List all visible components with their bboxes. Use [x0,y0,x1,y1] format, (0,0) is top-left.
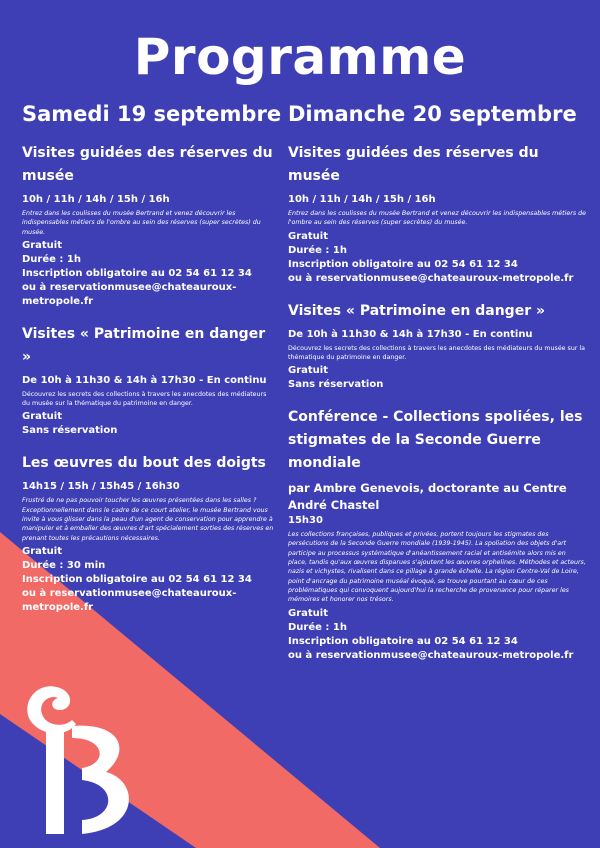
event-detail: Gratuit [22,411,62,423]
event-detail: Durée : 1h [22,253,81,265]
event-detail: Gratuit [22,545,62,557]
event-heading: Visites « Patrimoine en danger » [288,302,546,319]
event-speaker: par Ambre Genevois, doctorante au Centre André Chastel [288,481,567,513]
event-heading: Les œuvres du bout des doigts [22,455,266,472]
event-detail: ou à reservationmusee@chateauroux-metropole.fr [22,587,237,613]
event-detail: Inscription obligatoire au 02 54 61 12 34 [288,635,518,647]
event-description: Frustré de ne pas pouvoir toucher les œuvres présentées dans les salles ? Exceptionnellement dans le cadre de ce court atelier, le musée Bertrand vous invite à vous glisser dans la peau d'un agent de conservation pour apprendre à manipuler et à emballer des œuvres d'art spécialement sorties des réserves en prenant toutes les précautions nécessaires. [22,497,274,542]
event-detail: Inscription obligatoire au 02 54 61 12 34 [22,573,252,585]
event-detail: Durée : 1h [288,621,347,633]
event-description: Les collections françaises, publiques et privées, portent toujours les stigmates des persécutions de la Seconde Guerre mondiale (1939-1945). La spoliation des objets d'art participe au processus systématique d'anéantissement racial et antisémite alors mis en place, tandis qu'aux œuvres disparues s'ajoutent les œuvres orphelines. Méthodes et acteurs, nazis et vichystes, rivalisent dans ce pillage à grande échelle. La région Centre-Val de Loire, point d'ancrage du patrimoine muséal évoqué, se trouve pourtant au cœur de ces problématiques qui convoquent aujourd'hui la recherche de provenance pour réparer les mémoires et honorer nos trésors. [288,531,586,604]
event-detail: Inscription obligatoire au 02 54 61 12 34 [288,258,518,270]
event-detail: De 10h à 11h30 & 14h à 17h30 - En continu [288,328,533,340]
event-detail: ou à reservationmusee@chateauroux-metropole.fr [22,281,237,307]
event-detail: 14h15 / 15h / 15h45 / 16h30 [22,481,180,493]
page-title: Programme [133,28,467,86]
event-section [22,323,276,439]
event-description: Entrez dans les coulisses du musée Bertrand et venez découvrir les indispensables métiers de l'ombre au sein des réserves (super secrètes) du musée. [22,210,261,236]
b-letter-logo-icon [20,680,150,840]
event-detail: 10h / 11h / 14h / 15h / 16h [22,194,170,205]
event-detail: ou à reservationmusee@chateauroux-metropole.fr [288,272,574,284]
event-detail: Durée : 1h [288,244,347,256]
day-heading-saturday: Samedi 19 septembre [22,102,282,126]
event-detail: Gratuit [288,230,328,242]
event-heading: Conférence - Collections spoliées, les stigmates de la Seconde Guerre mondiale [288,409,583,472]
event-section [22,452,276,614]
event-section [288,300,586,393]
event-detail: ou à reservationmusee@chateauroux-metropole.fr [288,649,574,661]
event-detail: Sans réservation [22,425,118,437]
saturday-column [22,100,282,629]
sunday-column [288,100,586,677]
event-detail: Inscription obligatoire au 02 54 61 12 34 [22,267,252,279]
event-heading: Visites guidées des réserves du musée [22,145,273,184]
event-description: Entrez dans les coulisses du musée Bertrand et venez découvrir les indispensables métiers de l'ombre au sein des réserves (super secrètes) du musée. [288,210,586,227]
event-description: Découvrez les secrets des collections à travers les anecdotes des médiateurs du musée sur la thématique du patrimoine en danger. [288,344,586,361]
day-heading-sunday: Dimanche 20 septembre [288,102,577,126]
event-description: Découvrez les secrets des collections à travers les anecdotes des médiateurs du musée sur la thématique du patrimoine en danger. [22,390,267,408]
event-section [22,142,276,309]
event-detail: Sans réservation [288,379,384,391]
event-heading: Visites guidées des réserves du musée [288,145,539,184]
event-detail: De 10h à 11h30 & 14h à 17h30 - En continu [22,374,267,386]
event-heading: Visites « Patrimoine en danger » [22,325,266,365]
event-detail: Durée : 30 min [22,559,106,571]
event-detail: 15h30 [288,515,323,527]
event-detail: 10h / 11h / 14h / 15h / 16h [288,194,436,205]
event-detail: Gratuit [288,607,328,619]
event-section [288,406,586,662]
event-detail: Gratuit [288,365,328,377]
event-detail: Gratuit [22,239,62,251]
event-section [288,142,586,286]
